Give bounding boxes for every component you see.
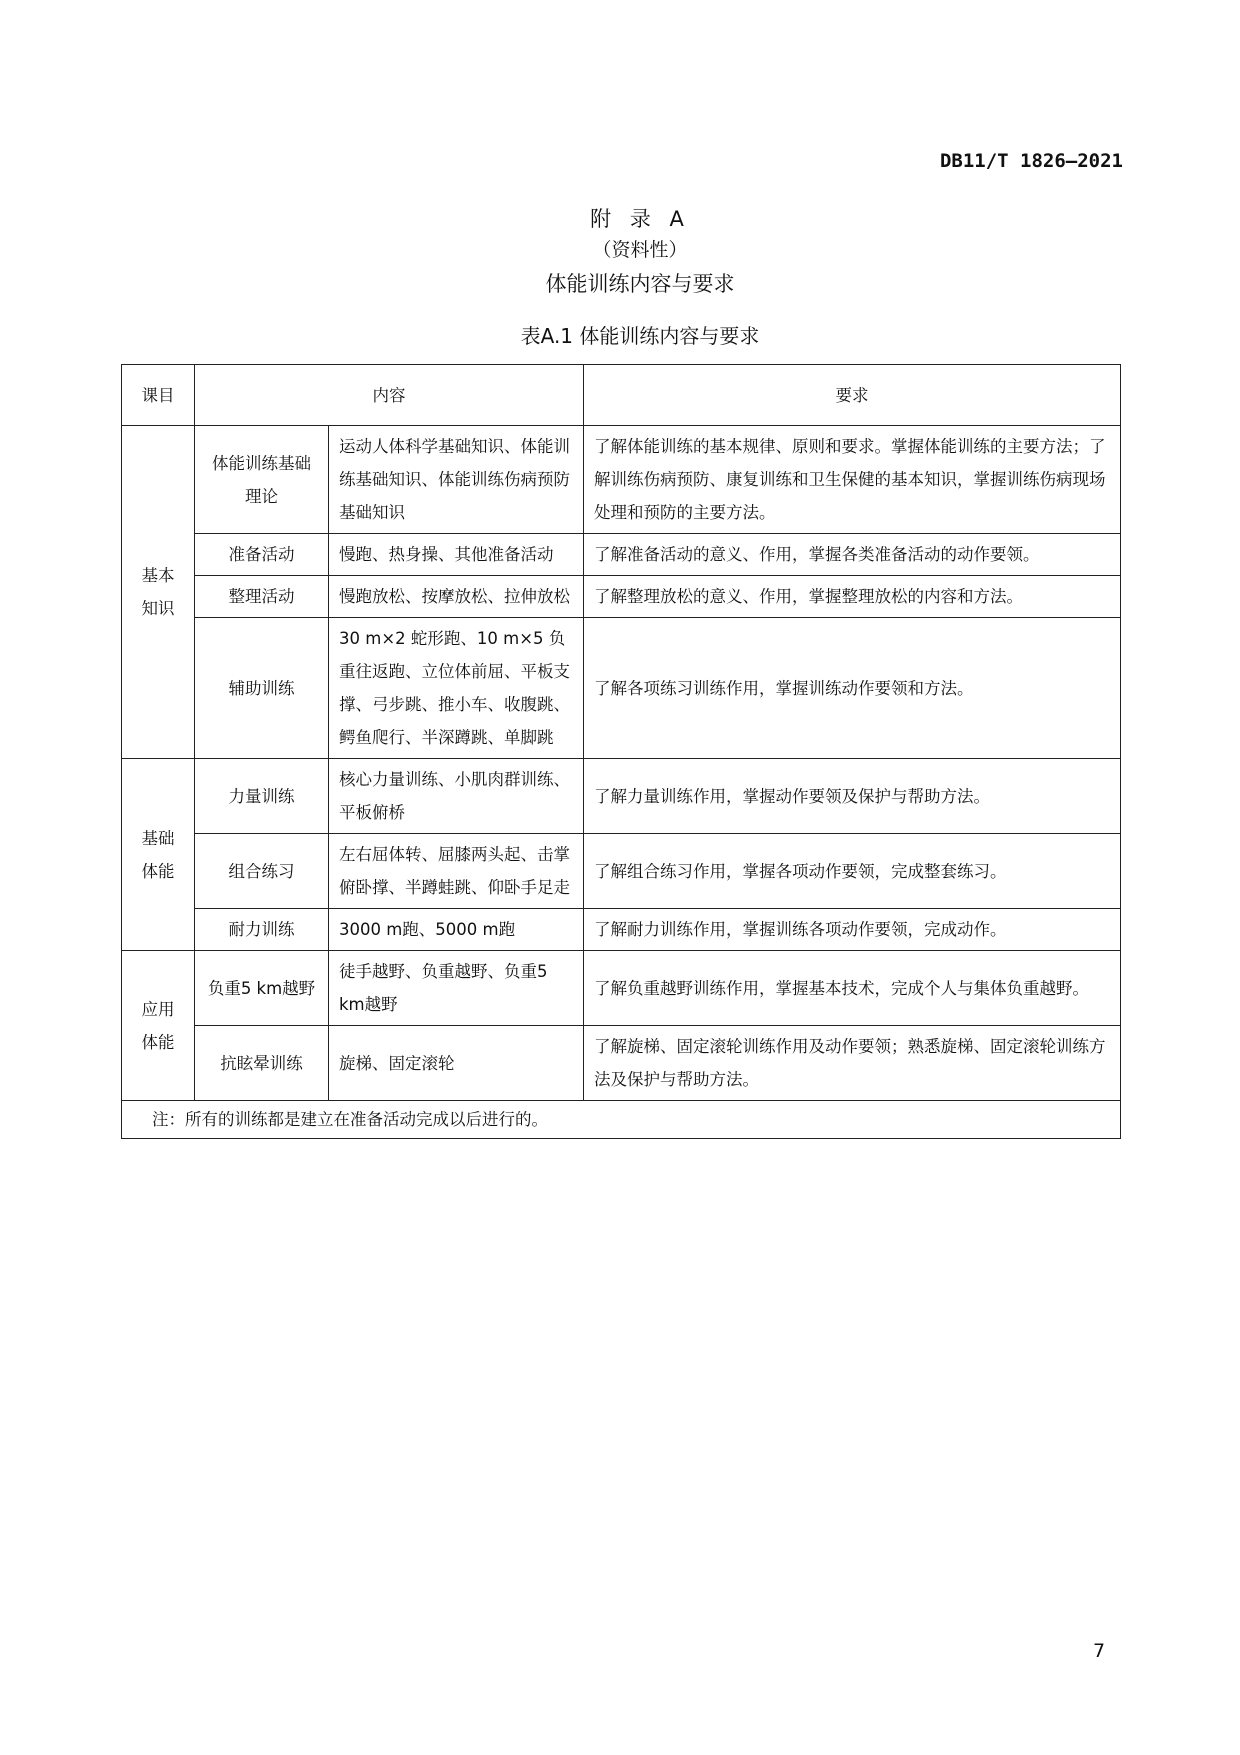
table-row: [122, 834, 1121, 909]
requirement-cell: 了解组合练习作用，掌握各项动作要领，完成整套练习。: [584, 834, 1121, 909]
table-row: [122, 951, 1121, 1026]
item-cell: 抗眩晕训练: [195, 1026, 329, 1101]
table-row: [122, 1026, 1121, 1101]
category-label: 基础 体能: [141, 828, 175, 881]
table-row: [122, 576, 1121, 618]
appendix-title: 体能训练内容与要求: [545, 272, 735, 296]
category-cell: [122, 759, 195, 951]
item-cell: 组合练习: [195, 834, 329, 909]
requirement-cell: 了解体能训练的基本规律、原则和要求。掌握体能训练的主要方法；了解训练伤病预防、康复训练和卫生保健的基本知识，掌握训练伤病现场处理和预防的主要方法。: [584, 426, 1121, 534]
table-note: 注：所有的训练都是建立在准备活动完成以后进行的。: [122, 1101, 1121, 1139]
training-table: [121, 364, 1121, 1139]
category-label: 应用 体能: [141, 999, 175, 1052]
appendix-heading: 附 录 A: [590, 207, 690, 231]
content-cell: 30 m×2 蛇形跑、10 m×5 负重往返跑、立位体前屈、平板支撑、弓步跳、推小车、收腹跳、鳄鱼爬行、半深蹲跳、单脚跳: [329, 618, 584, 759]
header-content: 内容: [195, 365, 584, 426]
header-requirement: 要求: [584, 365, 1121, 426]
page-number: 7: [1093, 1640, 1106, 1662]
header-course: 课目: [122, 365, 195, 426]
table-row: [122, 618, 1121, 759]
content-cell: 3000 m跑、5000 m跑: [329, 909, 584, 951]
content-cell: 慢跑、热身操、其他准备活动: [329, 534, 584, 576]
category-cell: [122, 951, 195, 1101]
table-row: [122, 426, 1121, 534]
content-cell: 旋梯、固定滚轮: [329, 1026, 584, 1101]
appendix-nature: （资料性）: [592, 239, 688, 261]
requirement-cell: 了解耐力训练作用，掌握训练各项动作要领，完成动作。: [584, 909, 1121, 951]
item-cell: 辅助训练: [195, 618, 329, 759]
item-cell: 体能训练基础理论: [195, 426, 329, 534]
requirement-cell: 了解准备活动的意义、作用，掌握各类准备活动的动作要领。: [584, 534, 1121, 576]
content-cell: 运动人体科学基础知识、体能训练基础知识、体能训练伤病预防基础知识: [329, 426, 584, 534]
requirement-cell: 了解各项练习训练作用，掌握训练动作要领和方法。: [584, 618, 1121, 759]
table-note-row: [122, 1101, 1121, 1139]
category-cell: [122, 426, 195, 759]
content-cell: 徒手越野、负重越野、负重5 km越野: [329, 951, 584, 1026]
content-cell: 左右屈体转、屈膝两头起、击掌俯卧撑、半蹲蛙跳、仰卧手足走: [329, 834, 584, 909]
requirement-cell: 了解负重越野训练作用，掌握基本技术，完成个人与集体负重越野。: [584, 951, 1121, 1026]
content-cell: 慢跑放松、按摩放松、拉伸放松: [329, 576, 584, 618]
table-header-row: [122, 365, 1121, 426]
item-cell: 准备活动: [195, 534, 329, 576]
category-label: 基本 知识: [141, 566, 175, 618]
table-row: [122, 759, 1121, 834]
item-cell: 负重5 km越野: [195, 951, 329, 1026]
table-row: [122, 534, 1121, 576]
table-caption: 表A.1 体能训练内容与要求: [520, 324, 760, 348]
document-code: DB11/T 1826—2021: [939, 150, 1123, 172]
table-row: [122, 909, 1121, 951]
requirement-cell: 了解整理放松的意义、作用，掌握整理放松的内容和方法。: [584, 576, 1121, 618]
requirement-cell: 了解力量训练作用，掌握动作要领及保护与帮助方法。: [584, 759, 1121, 834]
requirement-cell: 了解旋梯、固定滚轮训练作用及动作要领；熟悉旋梯、固定滚轮训练方法及保护与帮助方法。: [584, 1026, 1121, 1101]
content-cell: 核心力量训练、小肌肉群训练、平板俯桥: [329, 759, 584, 834]
item-cell: 力量训练: [195, 759, 329, 834]
item-cell: 整理活动: [195, 576, 329, 618]
item-cell: 耐力训练: [195, 909, 329, 951]
